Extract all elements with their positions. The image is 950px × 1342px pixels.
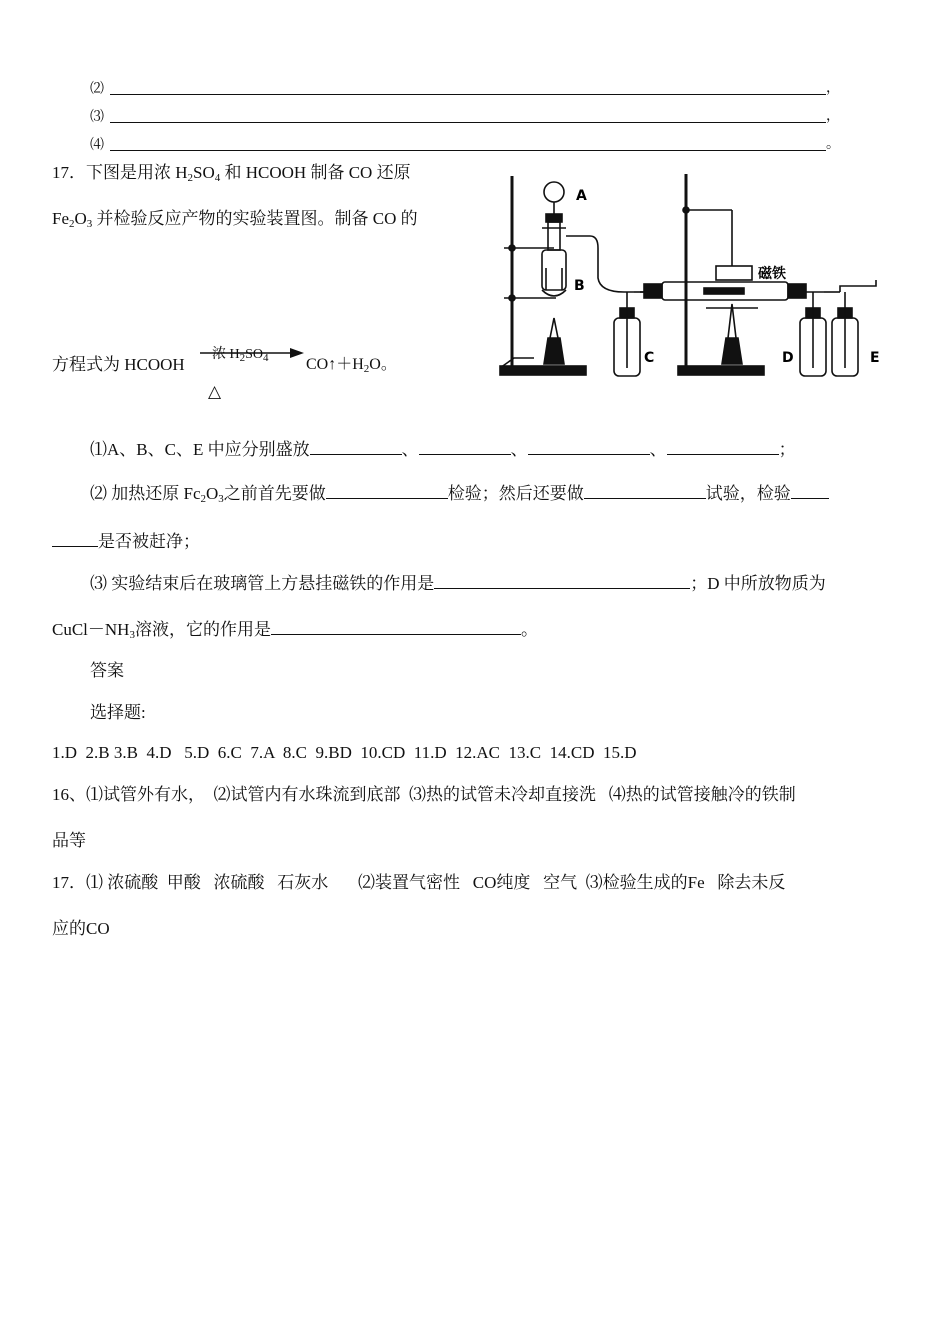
blank-line-4[interactable]: [110, 150, 826, 151]
answer-blank[interactable]: [52, 530, 98, 547]
sub: 2: [363, 363, 370, 375]
answer-blank[interactable]: [434, 572, 690, 589]
answer-17-line1: 17．⑴ 浓硫酸 甲酸 浓硫酸 石灰水 ⑵装置气密性 CO纯度 空气 ⑶检验生成的Fe 除去未反: [52, 873, 786, 892]
label-magnet: 磁铁: [758, 266, 786, 282]
text: 和 HCOOH 制备 CO 还原: [220, 163, 411, 182]
blank-num: ⑷: [90, 138, 104, 153]
text: 试验，检验: [705, 484, 791, 503]
answer-blank[interactable]: [310, 438, 402, 455]
answer-blank[interactable]: [271, 618, 521, 635]
text: 检验；然后还要做: [447, 484, 584, 503]
text: 是否被赶净；: [98, 532, 200, 551]
answers-subheading: 选择题:: [90, 703, 146, 722]
answers-mc: 1.D 2.B 3.B 4.D 5.D 6.C 7.A 8.C 9.BD 10.CD 11.D 12.AC 13.C 14.CD 15.D: [52, 743, 637, 762]
label-a: A: [576, 188, 587, 204]
sub: 3: [218, 493, 224, 505]
text: ；D 中所放物质为: [690, 574, 826, 593]
text: SO: [193, 163, 215, 182]
text: O: [206, 484, 219, 503]
q17-intro-line2: [52, 208, 418, 230]
blank-line-3[interactable]: [110, 122, 826, 123]
apparatus-diagram: [494, 168, 890, 384]
blank-end-4: 。: [826, 137, 840, 152]
text: 并检验反应产物的实验装置图。制备 CO 的: [92, 209, 418, 228]
eq-product: [306, 354, 397, 376]
label-b: B: [574, 278, 585, 294]
text: SO: [245, 347, 264, 362]
answer-16-line2: 品等: [52, 831, 86, 850]
text: 、: [649, 440, 667, 459]
blank-row-2: [90, 78, 104, 98]
text: 。: [520, 620, 538, 639]
sub: 2: [187, 172, 194, 184]
blank-end-3: ，: [826, 109, 840, 124]
text: ⑶ 实验结束后在玻璃管上方悬挂磁铁的作用是: [90, 574, 435, 593]
blank-num: ⑵: [90, 82, 104, 97]
q17-part3-cont: [52, 618, 538, 641]
text: ⑵ 加热还原 Fc: [90, 484, 201, 503]
text: ；: [778, 440, 796, 459]
reaction-arrow-icon: [200, 346, 306, 360]
answer-blank[interactable]: [791, 482, 829, 499]
answer-blank[interactable]: [584, 482, 706, 499]
label-d: D: [782, 350, 794, 366]
answers-heading: 答案: [90, 661, 124, 680]
label-e: E: [870, 350, 880, 366]
q17-intro-line1: [52, 162, 411, 184]
sub: 3: [129, 629, 135, 641]
answer-blank[interactable]: [326, 482, 448, 499]
answer-blank[interactable]: [419, 438, 511, 455]
q17-number: 17．: [52, 163, 86, 182]
sub: 3: [86, 218, 93, 230]
text: CuCl－NH: [52, 620, 130, 639]
text: 下图是用浓 H: [86, 163, 188, 182]
text: 、: [510, 440, 528, 459]
answer-17-line2: 应的CO: [52, 919, 110, 938]
sub: 2: [69, 218, 75, 230]
q17-part2: [90, 482, 829, 505]
blank-num: ⑶: [90, 110, 104, 125]
text: Fe: [52, 209, 69, 228]
sub: 2: [200, 493, 206, 505]
text: 溶液，它的作用是: [134, 620, 271, 639]
text: 浓 H: [212, 347, 240, 362]
answer-16-line1: 16、⑴试管外有水， ⑵试管内有水珠流到底部 ⑶热的试管未冷却直接洗 ⑷热的试管接触冷的铁制: [52, 785, 796, 804]
text: ⑴A、B、C、E 中应分别盛放: [90, 440, 310, 459]
q17-part2-cont: [52, 530, 200, 553]
sub: 4: [263, 352, 269, 364]
text: 之前首先要做: [223, 484, 326, 503]
sub: 2: [239, 352, 246, 364]
text: O: [74, 209, 87, 228]
q17-part3: [90, 572, 826, 595]
answer-blank[interactable]: [528, 438, 650, 455]
answer-blank[interactable]: [667, 438, 779, 455]
eq-condition-bottom: △: [208, 382, 222, 401]
text: CO↑＋H: [306, 356, 364, 373]
text: 、: [401, 440, 419, 459]
q17-part1: [90, 438, 796, 461]
q17-equation-prefix: 方程式为 HCOOH: [52, 355, 185, 374]
text: O。: [369, 356, 397, 373]
sub: 4: [214, 172, 221, 184]
blank-row-3: [90, 106, 104, 126]
blank-end-2: ，: [826, 81, 840, 96]
label-c: C: [644, 350, 655, 366]
blank-row-4: [90, 134, 104, 154]
blank-line-2[interactable]: [110, 94, 826, 95]
